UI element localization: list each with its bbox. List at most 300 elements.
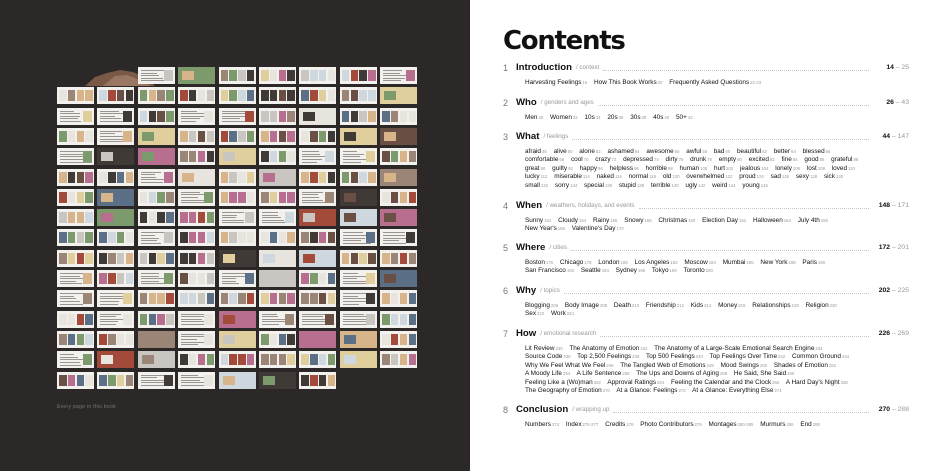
page-thumbnail (138, 290, 175, 307)
contents-entry[interactable]: alone52 (579, 148, 601, 155)
contents-entry[interactable]: hurt102 (714, 164, 734, 172)
page-thumbnail (57, 270, 94, 287)
contents-entry[interactable]: New York188 (760, 259, 796, 266)
contents-entry[interactable]: Boston176 (525, 259, 554, 266)
page-thumbnail (219, 290, 256, 307)
entry-page-number: 106 (792, 165, 801, 171)
page-thumbnail (380, 189, 417, 206)
entry-page-number: 92 (568, 165, 573, 171)
section-entries (525, 259, 865, 276)
dotted-leader (571, 250, 869, 251)
contents-entry[interactable]: better64 (773, 148, 796, 155)
contents-entry[interactable]: Sunny152 (525, 217, 552, 224)
page-thumbnail (178, 87, 215, 104)
contents-entry[interactable]: Cloudy154 (558, 217, 587, 224)
page-thumbnail (340, 270, 377, 287)
page-thumbnail (178, 128, 215, 145)
contents-entry[interactable]: Mumbai186 (722, 259, 754, 266)
contents-entry[interactable]: fine84 (781, 156, 798, 164)
page-title: Contents (503, 26, 625, 56)
contents-entry[interactable]: loved110 (831, 164, 855, 172)
contents-entry[interactable]: Feeling the Calendar and the Clock266 (670, 378, 780, 386)
section-heading (503, 201, 909, 213)
entry-page-number: 128 (809, 174, 818, 180)
contents-entry[interactable]: A Life Sentence256 (576, 370, 630, 378)
contents-entry[interactable]: New Year's168 (525, 225, 565, 233)
page-thumbnail (259, 311, 296, 328)
entry-page-number: 120 (672, 174, 680, 180)
section-title[interactable]: Why (516, 285, 537, 296)
page-thumbnail (178, 67, 215, 84)
contents-entry[interactable]: Sex222 (525, 310, 545, 318)
section-number: 6 (503, 286, 509, 296)
contents-entry[interactable]: At a Glance: Everything Else274 (692, 387, 782, 395)
contents-entry[interactable]: Photo Contributors279 (640, 421, 702, 428)
page-thumbnail (138, 67, 175, 84)
page-thumbnail (299, 270, 336, 287)
contents-entry[interactable]: Women32 (550, 114, 578, 121)
dotted-leader (613, 412, 869, 413)
contents-entry[interactable]: weird144 (712, 181, 736, 189)
page-thumbnail (97, 169, 134, 186)
contents-entry[interactable]: old120 (662, 173, 680, 181)
contents-entry[interactable]: The Ups and Downs of Aging258 (636, 370, 728, 378)
entry-page-number: 264 (657, 379, 665, 385)
page-thumbnail (299, 209, 336, 226)
contents-section-why (503, 286, 909, 320)
page-thumbnail (97, 229, 134, 246)
entry-page-number: 56 (674, 149, 680, 154)
section-page-range: 270 – 288 (878, 406, 909, 413)
entry-page-number: 142 (698, 182, 706, 188)
dotted-leader (600, 336, 869, 337)
contents-entry[interactable]: The Anatomy of a Large-Scale Emotional Search Engine234 (654, 345, 823, 352)
entry-page-number: 40 (664, 115, 670, 120)
contents-entry[interactable]: San Francisco192 (525, 267, 575, 275)
contents-entry[interactable]: A Hard Day's Night268 (785, 378, 848, 386)
contents-entry[interactable]: Christmas160 (658, 217, 696, 224)
entry-page-number: 36 (618, 115, 624, 120)
entry-page-number: 152 (544, 218, 552, 223)
contents-entry[interactable]: lonely106 (775, 164, 801, 172)
contents-entry[interactable]: Chicago178 (559, 259, 592, 266)
entry-page-number: 180 (620, 260, 628, 265)
page-thumbnail (299, 128, 336, 145)
contents-entry[interactable]: afraid46 (525, 148, 547, 155)
entry-page-number: 238 (632, 354, 640, 360)
contents-entry[interactable]: terrible140 (650, 181, 679, 189)
page-thumbnail (97, 331, 134, 348)
entry-page-number: 242 (778, 354, 786, 360)
contents-entry[interactable]: Top 2,500 Feelings238 (577, 353, 640, 361)
section-number: 3 (503, 132, 509, 142)
page-thumbnail (259, 128, 296, 145)
contents-entry[interactable]: Los Angeles182 (634, 259, 678, 266)
entry-page-number: 138 (636, 182, 645, 188)
page-thumbnail (97, 250, 134, 267)
contents-entry[interactable]: ashamed54 (607, 148, 640, 155)
entry-page-number: 248 (706, 362, 714, 368)
contents-entry[interactable]: small132 (525, 181, 549, 189)
entry-page-number: 112 (540, 174, 548, 180)
entry-page-number: 168 (557, 226, 565, 232)
section-title[interactable]: Conclusion (516, 404, 569, 415)
entry-page-number: 34 (595, 115, 601, 120)
page-thumbnail (178, 229, 215, 246)
contents-entry[interactable]: sick130 (823, 173, 844, 181)
page-thumbnail (178, 351, 215, 368)
page-thumbnail (138, 128, 175, 145)
page-thumbnail (340, 250, 377, 267)
entry-page-number: 208 (599, 303, 608, 308)
dotted-leader (639, 208, 869, 209)
contents-entry[interactable]: Kids214 (690, 302, 712, 309)
contents-entry[interactable]: Seattle194 (580, 267, 609, 275)
entry-page-number: 58 (702, 149, 707, 154)
contents-entry[interactable]: stupid138 (618, 181, 645, 189)
section-entries (525, 345, 865, 395)
entry-page-number: 156 (610, 218, 618, 223)
section-subtitle: / context (575, 64, 600, 71)
contents-entry[interactable]: drunk78 (690, 156, 712, 164)
contents-entry[interactable]: Moscow184 (684, 259, 716, 266)
page-thumbnail (138, 189, 175, 206)
contents-entry[interactable]: great90 (525, 164, 546, 172)
page-thumbnail (138, 108, 175, 125)
contents-entry[interactable]: The Tangled Web of Emotions248 (620, 361, 714, 369)
section-number: 8 (503, 405, 509, 415)
entry-page-number: 210 (631, 303, 640, 308)
contents-entry[interactable]: Index276-277 (565, 421, 599, 428)
page-thumbnail (299, 87, 336, 104)
section-heading (503, 132, 909, 144)
section-title[interactable]: What (516, 131, 540, 142)
section-title[interactable]: When (516, 200, 543, 211)
contents-entry[interactable]: Numbers274 (525, 421, 560, 428)
contents-entry[interactable]: Work224 (550, 310, 574, 318)
page-thumbnail (380, 209, 417, 226)
contents-entry[interactable]: 30s38 (630, 114, 647, 121)
page-thumbnail (178, 250, 215, 267)
section-entries (525, 421, 865, 429)
dotted-leader (603, 70, 869, 71)
page-thumbnail (299, 331, 336, 348)
contents-entry[interactable]: Harvesting Feelings16 (525, 79, 588, 86)
contents-entry[interactable]: Credits278 (605, 421, 634, 428)
page-thumbnail (138, 270, 175, 287)
page-thumbnail (138, 148, 175, 165)
entry-page-number: 272 (678, 388, 686, 394)
entry-page-number: 270 (602, 388, 610, 394)
contents-section-where (503, 243, 909, 287)
section-entries (525, 114, 865, 122)
page-thumbnail (219, 229, 256, 246)
entry-page-number: 158 (644, 218, 652, 223)
section-subtitle: / emotional research (540, 330, 597, 337)
page-thumbnail (178, 108, 215, 125)
contents-entry[interactable]: Rainy156 (592, 217, 618, 224)
page-thumbnail (57, 209, 94, 226)
contents-entry[interactable]: empty80 (718, 156, 742, 164)
page-thumbnail (259, 270, 296, 287)
contents-section-who (503, 98, 909, 124)
contents-entry[interactable]: Friendship212 (645, 302, 684, 309)
contents-entry[interactable]: miserable114 (554, 173, 590, 181)
contents-entry[interactable]: Valentine's Day170 (571, 225, 624, 233)
contents-entry[interactable]: Common Ground244 (791, 353, 850, 361)
contents-entry[interactable]: proud124 (739, 173, 764, 181)
contents-entry[interactable]: special136 (584, 181, 613, 189)
contents-entry[interactable]: beautiful62 (736, 148, 767, 155)
contents-entry[interactable]: ugly142 (685, 181, 706, 189)
contents-entry[interactable]: sad126 (770, 173, 790, 181)
contents-entry[interactable]: normal118 (628, 173, 657, 181)
page-thumbnail (57, 331, 94, 348)
page-thumbnail (380, 331, 417, 348)
entry-page-number: 196 (638, 268, 646, 274)
entry-page-number: 234 (815, 346, 823, 351)
page-thumbnail (340, 209, 377, 226)
section-subtitle: / weathers, holidays, and events (546, 202, 635, 209)
page-thumbnail (178, 311, 215, 328)
contents-entry[interactable]: overwhelmed122 (686, 173, 733, 181)
contents-entry[interactable]: Mood Swings250 (720, 361, 768, 369)
contents-entry[interactable]: The Geography of Emotion270 (525, 387, 610, 395)
contents-entry[interactable]: lucky112 (525, 173, 548, 181)
contents-entry[interactable]: dirty76 (665, 156, 684, 164)
entry-page-number: 82 (769, 157, 775, 163)
page-thumbnail (340, 351, 377, 368)
page-thumbnail (178, 290, 215, 307)
contents-entry[interactable]: cool70 (570, 156, 589, 164)
page-thumbnail (138, 229, 175, 246)
entry-page-number: 114 (582, 174, 590, 180)
contents-entry[interactable]: Top 500 Feelings240 (646, 353, 703, 361)
page-thumbnail (380, 351, 417, 368)
page-thumbnail (97, 189, 134, 206)
contents-entry[interactable]: awesome56 (646, 148, 680, 155)
page-thumbnail (299, 311, 336, 328)
contents-entry[interactable]: How This Book Works20 (594, 79, 663, 86)
contents-entry[interactable]: July 4th166 (797, 217, 828, 224)
contents-entry[interactable]: crazy72 (595, 156, 617, 164)
entry-page-number: 274 (774, 388, 782, 394)
page-thumbnail (340, 169, 377, 186)
page-thumbnail (57, 372, 94, 389)
page-thumbnail (97, 351, 134, 368)
entry-page-number: 20 (657, 80, 663, 85)
section-title[interactable]: Introduction (516, 62, 572, 73)
page-thumbnail (57, 250, 94, 267)
contents-entry[interactable]: excited82 (748, 156, 775, 164)
page-thumbnail (299, 169, 336, 186)
page-thumbnail (219, 351, 256, 368)
contents-entry[interactable]: Shades of Emotion252 (773, 361, 837, 369)
page-thumbnail (138, 331, 175, 348)
entry-page-number: 60 (725, 149, 731, 154)
contents-entry[interactable]: Blogging206 (525, 302, 559, 309)
contents-entry[interactable]: Men30 (525, 114, 544, 121)
entry-page-number: 146 (760, 182, 768, 188)
page-thumbnail (97, 290, 134, 307)
entry-page-number: 108 (817, 165, 825, 171)
section-title[interactable]: Who (516, 97, 537, 108)
entry-page-number: 244 (842, 354, 850, 360)
page-thumbnail (97, 311, 134, 328)
page-thumbnail (219, 189, 256, 206)
contents-entry[interactable]: Money216 (718, 302, 746, 309)
contents-entry[interactable]: 20s36 (607, 114, 624, 121)
page-thumbnail (178, 148, 215, 165)
contents-entry[interactable]: He Said, She Said260 (733, 370, 795, 378)
entry-page-number: 184 (708, 260, 716, 265)
contents-entry[interactable]: awful58 (686, 148, 707, 155)
page-thumbnail (299, 108, 336, 125)
contents-entry[interactable]: young146 (742, 181, 768, 189)
contents-entry[interactable]: 50+42 (675, 114, 693, 121)
contents-entry[interactable]: happy94 (579, 164, 603, 172)
contents-entry[interactable]: Body Image208 (564, 302, 608, 309)
contents-entry[interactable]: depressed74 (623, 156, 659, 164)
section-number: 7 (503, 329, 509, 339)
contents-entry[interactable]: Paris190 (802, 259, 826, 266)
contents-entry[interactable]: lost108 (806, 164, 825, 172)
page-thumbnail (219, 331, 256, 348)
entry-page-number: 286 (786, 422, 794, 427)
page-thumbnail (299, 229, 336, 246)
contents-entry[interactable]: London180 (598, 259, 628, 266)
page-thumbnail (97, 128, 134, 145)
page-thumbnail (380, 290, 417, 307)
page-thumbnail (138, 209, 175, 226)
section-title[interactable]: How (516, 328, 537, 339)
contents-entry[interactable]: Feeling Like a (Wo)man262 (525, 378, 601, 386)
page-thumbnail (259, 108, 296, 125)
contents-entry[interactable]: Murmurs286 (760, 421, 794, 428)
contents-entry[interactable]: guilty92 (552, 164, 573, 172)
contents-entry[interactable]: grateful88 (831, 156, 859, 164)
page-thumbnail (57, 229, 94, 246)
entry-page-number: 22-23 (750, 80, 762, 85)
contents-entry[interactable]: Election Day162 (702, 217, 747, 224)
entry-page-number: 122 (725, 174, 733, 180)
contents-entry[interactable]: Sydney196 (615, 267, 646, 275)
contents-entry[interactable]: Frequently Asked Questions22-23 (669, 79, 762, 86)
contents-entry[interactable]: Halloween164 (752, 217, 791, 224)
entry-page-number: 130 (835, 174, 844, 180)
entry-page-number: 254 (562, 371, 571, 377)
section-page-range: 226 – 269 (878, 330, 909, 337)
contents-entry[interactable]: Death210 (613, 302, 640, 309)
contents-entry[interactable]: The Anatomy of Emotion232 (569, 345, 648, 352)
page-thumbnail (259, 209, 296, 226)
section-page-range: 148 – 171 (878, 202, 909, 209)
entry-page-number: 280-285 (737, 422, 754, 427)
entry-page-number: 220 (829, 303, 837, 308)
page-thumbnail (299, 290, 336, 307)
dotted-leader (572, 139, 869, 140)
contents-entry[interactable]: Lit Review230 (525, 345, 563, 352)
contents-entry[interactable]: Approval Ratings264 (607, 378, 665, 386)
contents-entry[interactable]: alive50 (553, 148, 573, 155)
contents-section-what (503, 132, 909, 192)
contents-entry[interactable]: A Moody Life254 (525, 370, 571, 378)
page-thumbnail (219, 250, 256, 267)
contents-entry[interactable]: blessed66 (802, 148, 831, 155)
page-thumbnail (57, 189, 94, 206)
page-thumbnail (340, 189, 377, 206)
contents-entry[interactable]: good86 (804, 156, 825, 164)
contents-entry[interactable]: naked116 (596, 173, 622, 181)
entry-page-number: 124 (756, 174, 764, 180)
entry-page-number: 78 (707, 157, 712, 163)
contents-entry[interactable]: comfortable68 (525, 156, 565, 164)
entry-page-number: 66 (825, 149, 831, 154)
contents-entry[interactable]: Tokyo198 (651, 267, 677, 275)
contents-entry[interactable]: Why We Feel What We Feel246 (525, 361, 614, 369)
contents-entry[interactable]: jealous104 (739, 164, 769, 172)
section-heading (503, 243, 909, 255)
page-thumbnail (380, 108, 417, 125)
contents-entry[interactable]: Source Code236 (525, 353, 571, 361)
entry-page-number: 62 (762, 149, 767, 154)
contents-entry[interactable]: Relationships218 (752, 302, 799, 309)
entry-page-number: 72 (611, 157, 617, 163)
entry-page-number: 102 (726, 165, 734, 171)
entry-page-number: 274 (551, 422, 560, 427)
contents-entry[interactable]: Top Feelings Over Time242 (709, 353, 786, 361)
page-thumbnail (259, 250, 296, 267)
entry-page-number: 52 (595, 149, 601, 154)
entry-page-number: 216 (738, 303, 746, 308)
entry-page-number: 94 (598, 165, 603, 171)
page-thumbnail (259, 87, 296, 104)
entry-page-number: 256 (622, 371, 630, 377)
contents-entry[interactable]: At a Glance: Feelings272 (616, 387, 686, 395)
entry-page-number: 38 (641, 115, 647, 120)
contents-entry[interactable]: 40s40 (653, 114, 670, 121)
entry-page-number: 258 (719, 371, 728, 377)
page-thumbnail (340, 148, 377, 165)
section-number: 2 (503, 98, 509, 108)
entry-page-number: 46 (542, 149, 547, 154)
page-thumbnail (57, 87, 94, 104)
contents-entry[interactable]: sexy128 (795, 173, 818, 181)
contents-entry[interactable]: Snowy158 (624, 217, 652, 224)
contents-entry[interactable]: bad60 (713, 148, 731, 155)
contents-entry[interactable]: horrible98 (645, 164, 673, 172)
section-entries (525, 148, 865, 190)
contents-entry[interactable]: 10s34 (584, 114, 601, 121)
entry-page-number: 250 (759, 362, 768, 368)
contents-entry[interactable]: helpless96 (609, 164, 639, 172)
contents-entry[interactable]: Religion220 (805, 302, 837, 309)
section-title[interactable]: Where (516, 242, 546, 253)
contents-entry[interactable]: Toronto200 (683, 267, 713, 275)
section-page-range: 172 – 201 (878, 244, 909, 251)
contents-entry[interactable]: sorry134 (554, 181, 578, 189)
entry-page-number: 200 (705, 268, 713, 274)
section-entries (525, 217, 865, 234)
section-heading (503, 98, 909, 110)
entry-page-number: 268 (840, 379, 848, 385)
page-thumbnail (299, 372, 336, 389)
entry-page-number: 50 (567, 149, 573, 154)
contents-entry[interactable]: Montages280-285 (708, 421, 754, 428)
contents-entry[interactable]: human100 (679, 164, 708, 172)
contents-entry[interactable]: End288 (800, 421, 820, 428)
section-heading (503, 286, 909, 298)
